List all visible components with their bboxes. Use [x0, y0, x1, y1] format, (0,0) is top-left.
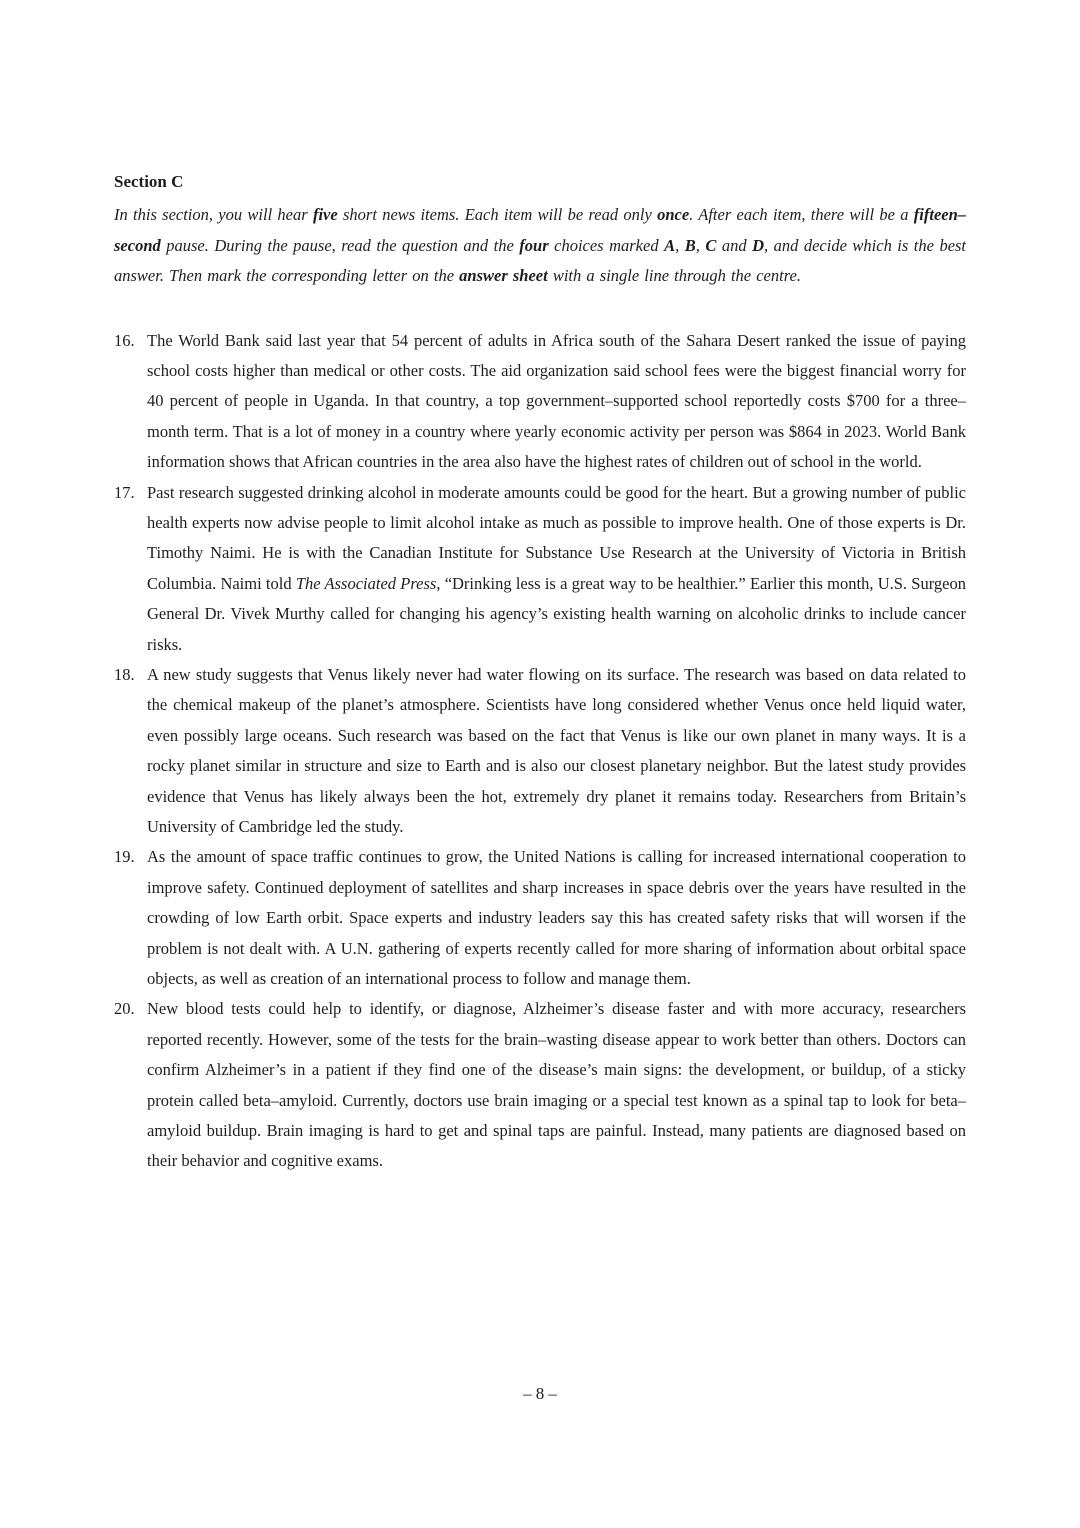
item-number: 20. [114, 999, 135, 1019]
exam-page [114, 170, 966, 1177]
item-text: Past research suggested drinking alcohol in moderate amounts could be good for the heart. But a growing number of public health experts now advise people to limit alcohol intake as much as possible to improve health. One of those experts is Dr. Timothy Naimi. He is with the Canadian Institute for Substance Use Research at the University of Victoria in British Columbia. Naimi told [147, 482, 966, 593]
item-text: A new study suggests that Venus likely never had water flowing on its surface. The research was based on data related to the chemical makeup of the planet’s atmosphere. Scientists have long considered whether Venus once held liquid water, even possibly large oceans. Such research was based on the fact that Venus is like our own planet in many ways. It is a rocky planet similar in structure and size to Earth and is also our closest planetary neighbor. But the latest study provides evidence that Venus has likely always been the hot, extremely dry planet it remains today. Researchers from Britain’s University of Cambridge led the study. [147, 664, 966, 836]
item-number: 19. [114, 847, 135, 867]
page-number: – 8 – [523, 1384, 557, 1403]
news-item-18 [114, 660, 966, 842]
news-items-list [114, 326, 966, 1177]
news-item-17 [114, 478, 966, 660]
item-number: 17. [114, 482, 135, 502]
item-text-italic: The Associated Press [295, 573, 437, 593]
news-item-19 [114, 842, 966, 994]
item-text: As the amount of space traffic continues to grow, the United Nations is calling for increased international cooperation to improve safety. Continued deployment of satellites and sharp increases in space debris over the years have resulted in the crowding of low Earth orbit. Space experts and industry leaders say this has created safety risks that will worsen if the problem is not dealt with. A U.N. gathering of experts recently called for more sharing of information about orbital space objects, as well as creation of an international process to follow and manage them. [147, 847, 966, 989]
item-number: 18. [114, 664, 135, 684]
item-number: 16. [114, 330, 135, 350]
section-instructions: In this section, you will hear five short news items. Each item will be read only once. After each item, there will be a fifteen–second pause. During the pause, read the question and the four choices marked A, B, C and D, and decide which is the best answer. Then mark the corresponding letter on the answer sheet with a single line through the centre. [114, 205, 967, 285]
section-title: Section C [114, 172, 184, 191]
item-text: The World Bank said last year that 54 percent of adults in Africa south of the Sahara Desert ranked the issue of paying school costs higher than medical or other costs. The aid organization said school fees were the biggest financial worry for 40 percent of people in Uganda. In that country, a top government–supported school reportedly costs $700 for a three–month term. That is a lot of money in a country where yearly economic activity per person was $864 in 2023. World Bank information shows that African countries in the area also have the highest rates of children out of school in the world. [147, 330, 966, 472]
news-item-16 [114, 326, 966, 478]
news-item-20 [114, 994, 966, 1176]
item-text: New blood tests could help to identify, or diagnose, Alzheimer’s disease faster and with more accuracy, researchers reported recently. However, some of the tests for the brain–wasting disease appear to work better than others. Doctors can confirm Alzheimer’s in a patient if they find one of the disease’s main signs: the development, or buildup, of a sticky protein called beta–amyloid. Currently, doctors use brain imaging or a special test known as a spinal tap to look for beta–amyloid buildup. Brain imaging is hard to get and spinal taps are painful. Instead, many patients are diagnosed based on their behavior and cognitive exams. [147, 999, 966, 1171]
item-text: , “Drinking less is a great way to be healthier.” Earlier this month, U.S. Surgeon General Dr. Vivek Murthy called for changing his agency’s existing health warning on alcoholic drinks to include cancer risks. [147, 573, 966, 654]
